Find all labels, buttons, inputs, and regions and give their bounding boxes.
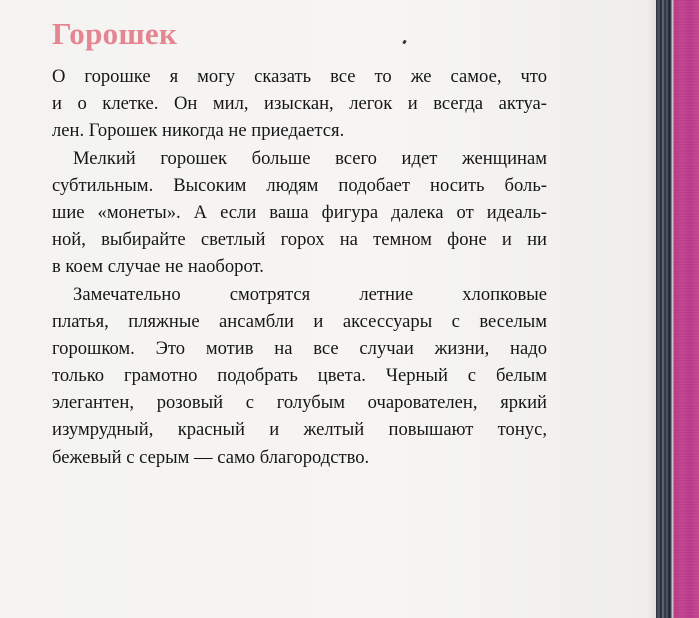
- text-line: О горошке я могу сказать все то же самое, что: [52, 66, 547, 87]
- text-line: горошком. Это мотив на все случаи жизни, надо: [52, 337, 547, 359]
- book-binding: [656, 0, 699, 618]
- text-line: бежевый с серым — само благородство.: [52, 446, 370, 468]
- text-line: шие «монеты». А если ваша фигура далека от идеаль-: [52, 201, 547, 223]
- text-line: изумрудный, красный и желтый повышают тонус,: [52, 419, 547, 441]
- text-line: в коем случае не наоборот.: [52, 256, 264, 278]
- article-body: [52, 63, 547, 471]
- print-speck: [402, 40, 407, 45]
- text-line: только грамотно подобрать цвета. Черный с белым: [52, 365, 547, 387]
- page-title: Горошек: [52, 16, 178, 51]
- text-line: Замечательно смотрятся летние хлопковые: [73, 283, 547, 305]
- text-line: платья, пляжные ансамбли и аксессуары с веселым: [52, 310, 547, 332]
- text-line: лен. Горошек никогда не приедается.: [52, 120, 345, 142]
- text-line: субтильным. Высоким людям подобает носить боль-: [52, 174, 547, 196]
- text-line: и о клетке. Он мил, изыскан, легок и всегда актуа-: [52, 93, 547, 115]
- paragraph-2: [52, 145, 547, 281]
- paragraph-3: [52, 281, 547, 471]
- text-line: элегантен, розовый с голубым очарователен, яркий: [52, 392, 547, 414]
- text-line: ной, выбирайте светлый горох на темном фоне и ни: [52, 229, 547, 251]
- text-line: Мелкий горошек больше всего идет женщинам: [73, 147, 547, 169]
- paragraph-1: [52, 63, 547, 145]
- page-edge-shadow: [646, 0, 656, 618]
